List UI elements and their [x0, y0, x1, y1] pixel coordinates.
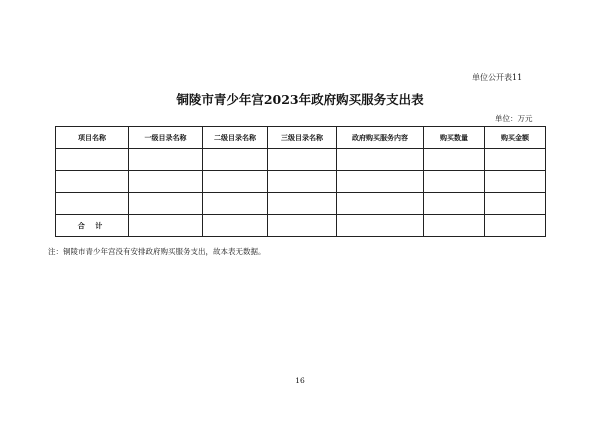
- col-header-amount: 购买金额: [485, 127, 546, 149]
- table-cell: [337, 149, 424, 171]
- table-cell: [268, 193, 337, 215]
- table-cell: [129, 149, 203, 171]
- expenditure-table: [55, 126, 546, 237]
- table-cell: [485, 193, 546, 215]
- col-header-level2: 二级目录名称: [203, 127, 268, 149]
- table-row: [56, 193, 546, 215]
- table-cell: [424, 215, 485, 237]
- total-label: 合 计: [56, 215, 129, 237]
- table-cell: [485, 215, 546, 237]
- unit-label: 单位：万元: [495, 114, 533, 123]
- doc-code: 单位公开表11: [472, 73, 523, 82]
- table-cell: [485, 171, 546, 193]
- table-cell: [268, 171, 337, 193]
- table-cell: [56, 193, 129, 215]
- table-cell: [203, 193, 268, 215]
- col-header-service-content: 政府购买服务内容: [337, 127, 424, 149]
- table-cell: [337, 171, 424, 193]
- page-title: 铜陵市青少年宫2023年政府购买服务支出表: [176, 92, 424, 107]
- table-cell: [337, 215, 424, 237]
- col-header-level3: 三级目录名称: [268, 127, 337, 149]
- table-cell: [485, 149, 546, 171]
- table-header-row: [56, 127, 546, 149]
- table-note: 注：铜陵市青少年宫没有安排政府购买服务支出，故本表无数据。: [48, 247, 266, 256]
- table-row: [56, 149, 546, 171]
- table-total-row: [56, 215, 546, 237]
- table-cell: [337, 193, 424, 215]
- table-cell: [268, 149, 337, 171]
- table-cell: [203, 215, 268, 237]
- table-cell: [424, 171, 485, 193]
- col-header-project-name: 项目名称: [56, 127, 129, 149]
- table-cell: [129, 215, 203, 237]
- table-cell: [56, 171, 129, 193]
- table-cell: [424, 193, 485, 215]
- table-cell: [203, 171, 268, 193]
- table-cell: [268, 215, 337, 237]
- col-header-quantity: 购买数量: [424, 127, 485, 149]
- page-number: 16: [295, 376, 305, 385]
- table-cell: [56, 149, 129, 171]
- col-header-level1: 一级目录名称: [129, 127, 203, 149]
- table-cell: [129, 193, 203, 215]
- table-cell: [424, 149, 485, 171]
- table-cell: [129, 171, 203, 193]
- table-cell: [203, 149, 268, 171]
- table-row: [56, 171, 546, 193]
